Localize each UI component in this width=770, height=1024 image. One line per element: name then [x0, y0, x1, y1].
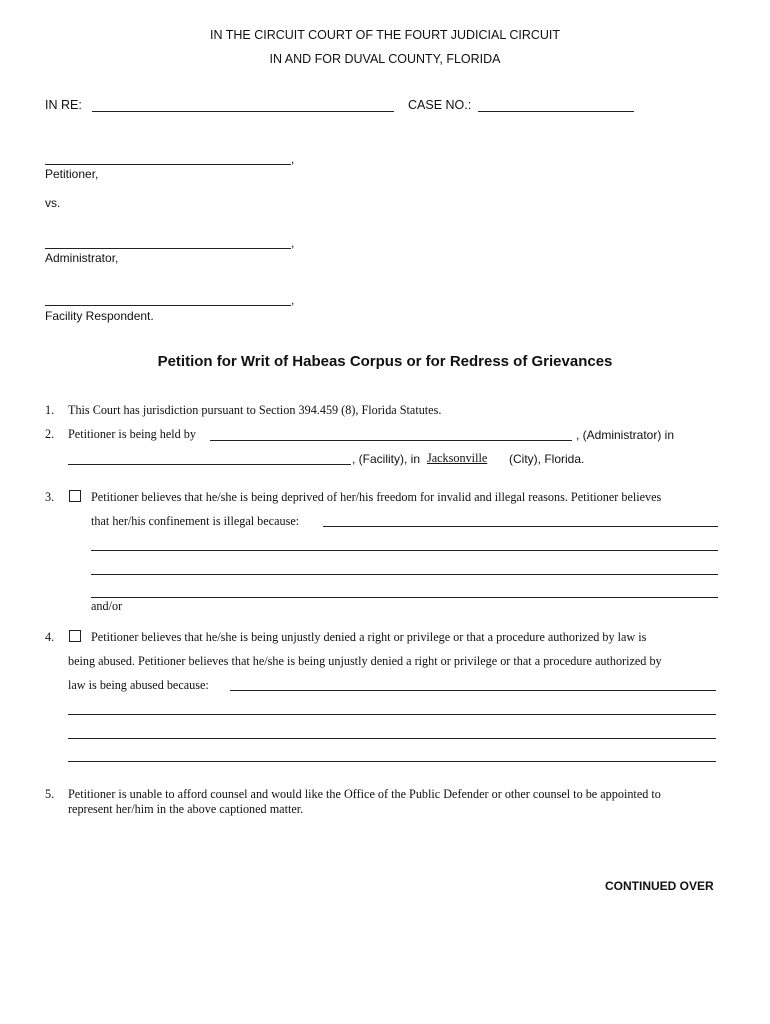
administrator-held-by-field[interactable] [210, 440, 572, 441]
petition-title: Petition for Writ of Habeas Corpus or for Redress of Grievances [157, 353, 613, 370]
facility-field[interactable] [68, 464, 351, 465]
item-1-text: This Court has jurisdiction pursuant to Section 394.459 (8), Florida Statutes. [68, 403, 442, 417]
vs-label: vs. [45, 196, 61, 210]
city-value: Jacksonville [427, 451, 488, 465]
facility-respondent-label: Facility Respondent. [45, 309, 154, 323]
item-4-reason-line-3[interactable] [68, 738, 716, 739]
item-4-text-c: law is being abused because: [68, 678, 209, 692]
item-2-text-b: , (Administrator) in [576, 428, 675, 442]
court-header-line-2: IN AND FOR DUVAL COUNTY, FLORIDA [269, 52, 501, 66]
item-4-text-b: being abused. Petitioner believes that he/she is being unjustly denied a right or privilege or that a procedure authorized by [68, 654, 662, 668]
item-3-checkbox[interactable] [69, 490, 81, 502]
item-5-number: 5. [45, 787, 55, 801]
item-3-text-b: that her/his confinement is illegal because: [91, 514, 300, 528]
item-2-text-a: Petitioner is being held by [68, 427, 196, 441]
item-3-reason-line-3[interactable] [91, 574, 718, 575]
item-4-text-a: Petitioner believes that he/she is being unjustly denied a right or privilege or that a procedure authorized by law is [91, 630, 647, 644]
facility-comma: , [291, 293, 295, 307]
item-5-text-a: Petitioner is unable to afford counsel and would like the Office of the Public Defender or other counsel to be appointed to [68, 787, 661, 801]
case-no-label: CASE NO.: [408, 98, 472, 112]
in-re-label: IN RE: [45, 98, 82, 112]
petitioner-comma: , [291, 152, 295, 166]
court-header-line-1: IN THE CIRCUIT COURT OF THE FOURT JUDICIAL CIRCUIT [209, 28, 561, 42]
item-3-reason-line-2[interactable] [91, 550, 718, 551]
facility-name-field[interactable] [45, 305, 291, 306]
item-4-reason-line-4[interactable] [68, 761, 716, 762]
item-4-number: 4. [45, 630, 55, 644]
item-1-number: 1. [45, 403, 55, 417]
administrator-name-field[interactable] [45, 248, 291, 249]
item-5-text-b: represent her/him in the above captioned matter. [68, 802, 304, 816]
item-4-checkbox[interactable] [69, 630, 81, 642]
continued-over-label: CONTINUED OVER [605, 879, 714, 893]
item-2-number: 2. [45, 427, 55, 441]
administrator-label: Administrator, [45, 251, 119, 265]
item-2-text-c: , (Facility), in [352, 452, 421, 466]
in-re-field[interactable] [92, 111, 394, 112]
administrator-comma: , [291, 236, 295, 250]
case-no-field[interactable] [478, 111, 634, 112]
item-2-text-d: (City), Florida. [509, 452, 585, 466]
item-4-reason-line-1[interactable] [230, 690, 716, 691]
item-3-reason-line-1[interactable] [323, 526, 718, 527]
petitioner-name-field[interactable] [45, 164, 291, 165]
petitioner-label: Petitioner, [45, 167, 99, 181]
item-4-reason-line-2[interactable] [68, 714, 716, 715]
item-3-text-a: Petitioner believes that he/she is being deprived of her/his freedom for invalid and illegal reasons. Petitioner believes [91, 490, 662, 504]
item-3-number: 3. [45, 490, 55, 504]
item-3-reason-line-4[interactable] [91, 597, 718, 598]
and-or-label: and/or [91, 599, 123, 613]
